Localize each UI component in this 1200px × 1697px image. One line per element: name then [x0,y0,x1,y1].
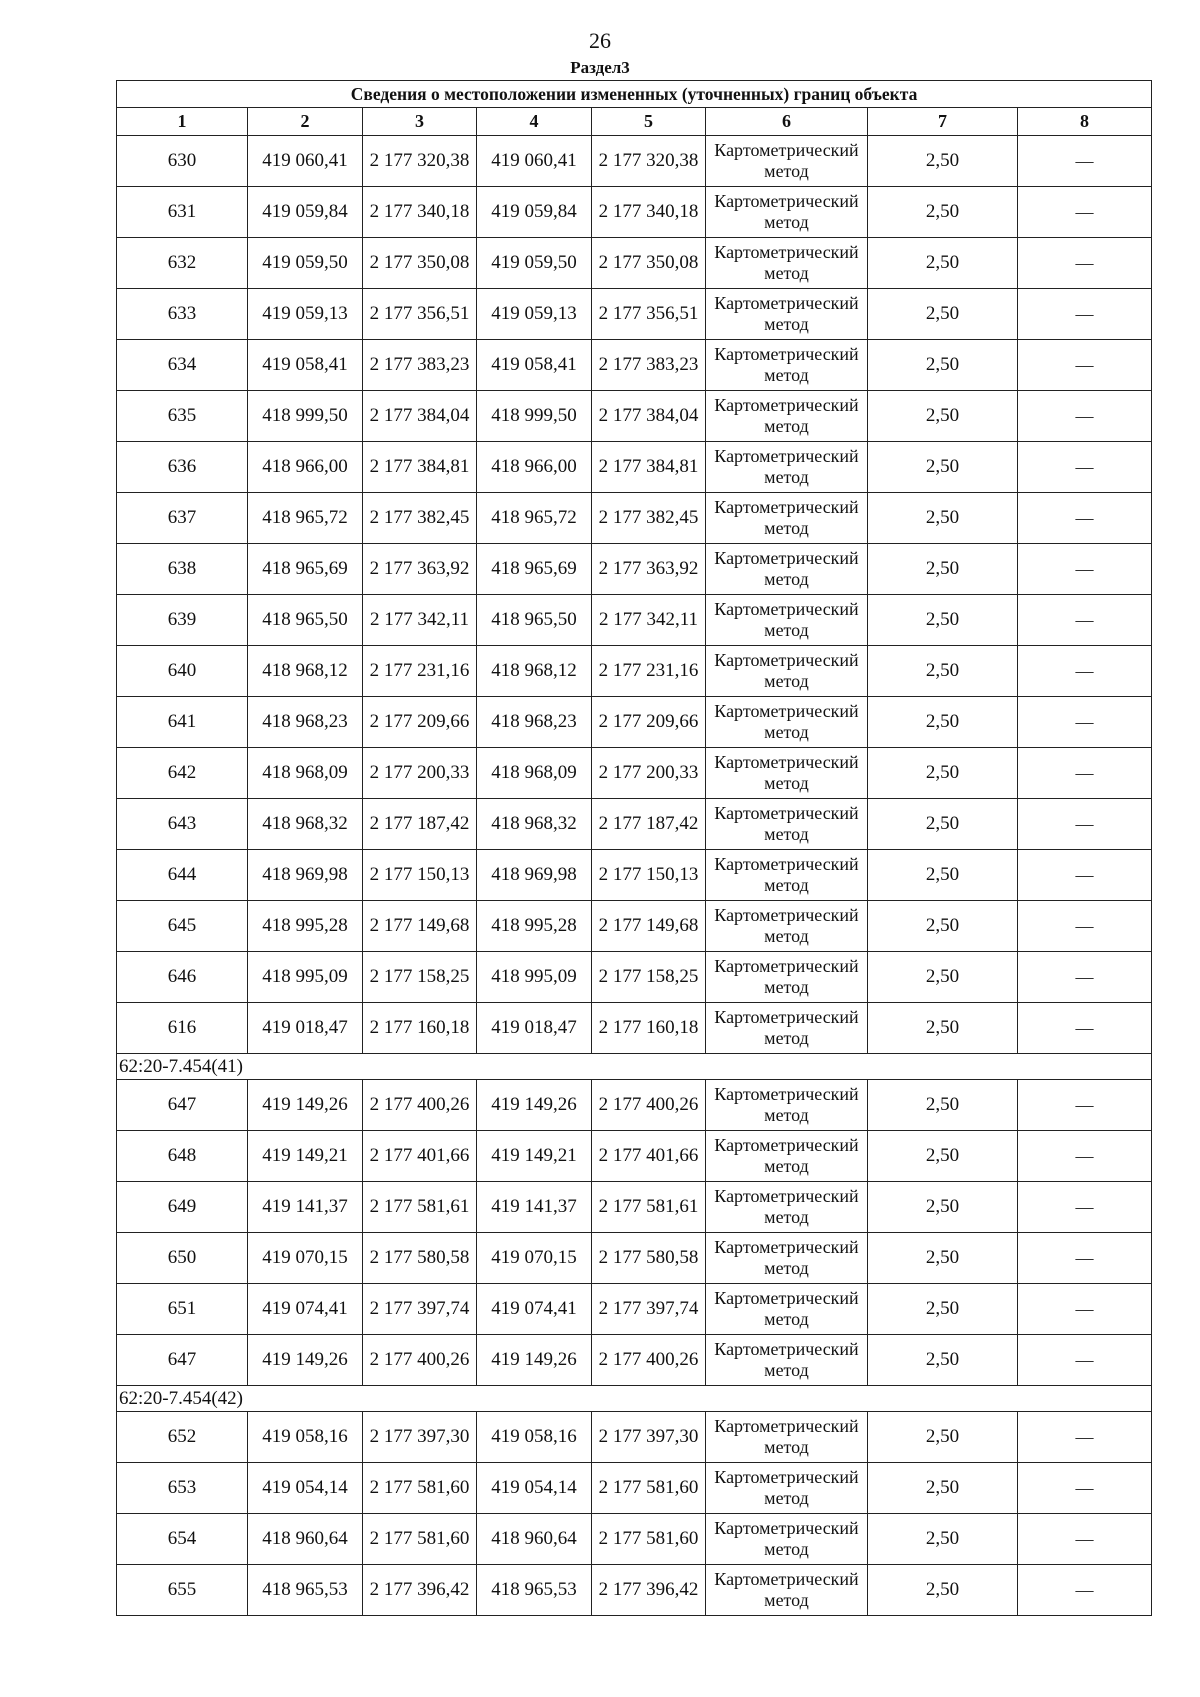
method-cell: Картометрический метод [706,544,868,595]
y-refined-cell: 2 177 401,66 [592,1131,706,1182]
description-cell: — [1018,1514,1152,1565]
table-row [117,136,1152,187]
x-existing-cell: 418 968,32 [248,799,363,850]
description-cell: — [1018,952,1152,1003]
table-row [117,1233,1152,1284]
description-cell: — [1018,850,1152,901]
point-number-cell: 640 [117,646,248,697]
x-refined-cell: 418 965,53 [477,1565,592,1616]
description-cell: — [1018,748,1152,799]
y-existing-cell: 2 177 397,74 [363,1284,477,1335]
x-existing-cell: 418 960,64 [248,1514,363,1565]
x-refined-cell: 418 995,28 [477,901,592,952]
x-existing-cell: 419 054,14 [248,1463,363,1514]
accuracy-cell: 2,50 [868,850,1018,901]
y-refined-cell: 2 177 397,74 [592,1284,706,1335]
column-header: 6 [706,108,868,136]
y-refined-cell: 2 177 356,51 [592,289,706,340]
method-cell: Картометрический метод [706,238,868,289]
y-refined-cell: 2 177 382,45 [592,493,706,544]
description-cell: — [1018,1131,1152,1182]
accuracy-cell: 2,50 [868,544,1018,595]
section-title: Раздел3 [570,58,630,77]
accuracy-cell: 2,50 [868,1182,1018,1233]
description-cell: — [1018,544,1152,595]
table-row [117,493,1152,544]
accuracy-cell: 2,50 [868,901,1018,952]
accuracy-cell: 2,50 [868,391,1018,442]
y-refined-cell: 2 177 363,92 [592,544,706,595]
table-row [117,646,1152,697]
y-existing-cell: 2 177 400,26 [363,1080,477,1131]
accuracy-cell: 2,50 [868,799,1018,850]
x-existing-cell: 419 058,41 [248,340,363,391]
table-row [117,1003,1152,1054]
x-refined-cell: 418 999,50 [477,391,592,442]
method-cell: Картометрический метод [706,595,868,646]
y-refined-cell: 2 177 158,25 [592,952,706,1003]
x-existing-cell: 419 060,41 [248,136,363,187]
y-existing-cell: 2 177 340,18 [363,187,477,238]
x-existing-cell: 419 018,47 [248,1003,363,1054]
y-existing-cell: 2 177 401,66 [363,1131,477,1182]
description-cell: — [1018,1412,1152,1463]
x-existing-cell: 418 965,53 [248,1565,363,1616]
y-existing-cell: 2 177 383,23 [363,340,477,391]
table-row [117,850,1152,901]
y-existing-cell: 2 177 187,42 [363,799,477,850]
x-refined-cell: 419 059,84 [477,187,592,238]
y-existing-cell: 2 177 400,26 [363,1335,477,1386]
column-header: 8 [1018,108,1152,136]
point-number-cell: 616 [117,1003,248,1054]
accuracy-cell: 2,50 [868,748,1018,799]
point-number-cell: 653 [117,1463,248,1514]
y-refined-cell: 2 177 581,60 [592,1514,706,1565]
description-cell: — [1018,493,1152,544]
x-existing-cell: 419 074,41 [248,1284,363,1335]
y-refined-cell: 2 177 400,26 [592,1335,706,1386]
x-refined-cell: 419 059,13 [477,289,592,340]
accuracy-cell: 2,50 [868,238,1018,289]
point-number-cell: 642 [117,748,248,799]
description-cell: — [1018,340,1152,391]
method-cell: Картометрический метод [706,1335,868,1386]
y-existing-cell: 2 177 384,81 [363,442,477,493]
x-refined-cell: 419 074,41 [477,1284,592,1335]
y-refined-cell: 2 177 149,68 [592,901,706,952]
method-cell: Картометрический метод [706,1565,868,1616]
method-cell: Картометрический метод [706,1003,868,1054]
point-number-cell: 636 [117,442,248,493]
point-number-cell: 647 [117,1080,248,1131]
y-refined-cell: 2 177 350,08 [592,238,706,289]
accuracy-cell: 2,50 [868,340,1018,391]
group-label-row [117,1386,1152,1412]
table-row [117,1131,1152,1182]
x-refined-cell: 419 070,15 [477,1233,592,1284]
description-cell: — [1018,1335,1152,1386]
description-cell: — [1018,136,1152,187]
accuracy-cell: 2,50 [868,289,1018,340]
table-row [117,595,1152,646]
x-refined-cell: 418 968,09 [477,748,592,799]
point-number-cell: 644 [117,850,248,901]
description-cell: — [1018,901,1152,952]
x-existing-cell: 419 149,21 [248,1131,363,1182]
description-cell: — [1018,1080,1152,1131]
table-row [117,238,1152,289]
method-cell: Картометрический метод [706,1233,868,1284]
accuracy-cell: 2,50 [868,1412,1018,1463]
method-cell: Картометрический метод [706,289,868,340]
description-cell: — [1018,1003,1152,1054]
method-cell: Картометрический метод [706,748,868,799]
accuracy-cell: 2,50 [868,1003,1018,1054]
page-number: 26 [589,28,611,53]
y-refined-cell: 2 177 580,58 [592,1233,706,1284]
y-existing-cell: 2 177 209,66 [363,697,477,748]
x-existing-cell: 418 965,72 [248,493,363,544]
table-row [117,799,1152,850]
x-refined-cell: 419 141,37 [477,1182,592,1233]
y-existing-cell: 2 177 396,42 [363,1565,477,1616]
y-refined-cell: 2 177 209,66 [592,697,706,748]
point-number-cell: 637 [117,493,248,544]
y-existing-cell: 2 177 320,38 [363,136,477,187]
y-existing-cell: 2 177 581,60 [363,1514,477,1565]
method-cell: Картометрический метод [706,1182,868,1233]
x-existing-cell: 419 149,26 [248,1080,363,1131]
table-row [117,1514,1152,1565]
group-label-row [117,1054,1152,1080]
point-number-cell: 647 [117,1335,248,1386]
y-refined-cell: 2 177 231,16 [592,646,706,697]
description-cell: — [1018,238,1152,289]
y-refined-cell: 2 177 400,26 [592,1080,706,1131]
x-refined-cell: 418 968,12 [477,646,592,697]
group-label: 62:20-7.454(41) [117,1054,1152,1080]
point-number-cell: 641 [117,697,248,748]
x-refined-cell: 419 149,26 [477,1335,592,1386]
group-label: 62:20-7.454(42) [117,1386,1152,1412]
method-cell: Картометрический метод [706,1463,868,1514]
accuracy-cell: 2,50 [868,1131,1018,1182]
column-header: 3 [363,108,477,136]
y-existing-cell: 2 177 397,30 [363,1412,477,1463]
point-number-cell: 648 [117,1131,248,1182]
table-row [117,1284,1152,1335]
x-refined-cell: 418 968,32 [477,799,592,850]
x-existing-cell: 418 995,09 [248,952,363,1003]
point-number-cell: 655 [117,1565,248,1616]
table-row [117,544,1152,595]
y-refined-cell: 2 177 383,23 [592,340,706,391]
point-number-cell: 639 [117,595,248,646]
x-refined-cell: 418 995,09 [477,952,592,1003]
x-existing-cell: 418 995,28 [248,901,363,952]
table-row [117,1463,1152,1514]
description-cell: — [1018,1463,1152,1514]
method-cell: Картометрический метод [706,1412,868,1463]
y-refined-cell: 2 177 320,38 [592,136,706,187]
x-refined-cell: 418 966,00 [477,442,592,493]
accuracy-cell: 2,50 [868,1514,1018,1565]
y-refined-cell: 2 177 397,30 [592,1412,706,1463]
y-existing-cell: 2 177 581,61 [363,1182,477,1233]
x-refined-cell: 419 149,21 [477,1131,592,1182]
method-cell: Картометрический метод [706,340,868,391]
accuracy-cell: 2,50 [868,442,1018,493]
accuracy-cell: 2,50 [868,1080,1018,1131]
accuracy-cell: 2,50 [868,952,1018,1003]
method-cell: Картометрический метод [706,391,868,442]
x-refined-cell: 418 969,98 [477,850,592,901]
point-number-cell: 649 [117,1182,248,1233]
y-existing-cell: 2 177 363,92 [363,544,477,595]
description-cell: — [1018,1565,1152,1616]
table-row [117,187,1152,238]
y-existing-cell: 2 177 384,04 [363,391,477,442]
description-cell: — [1018,391,1152,442]
y-existing-cell: 2 177 581,60 [363,1463,477,1514]
y-existing-cell: 2 177 350,08 [363,238,477,289]
y-refined-cell: 2 177 384,81 [592,442,706,493]
accuracy-cell: 2,50 [868,1463,1018,1514]
table-row [117,748,1152,799]
method-cell: Картометрический метод [706,850,868,901]
table-body [117,81,1152,1616]
accuracy-cell: 2,50 [868,1284,1018,1335]
accuracy-cell: 2,50 [868,1335,1018,1386]
point-number-cell: 630 [117,136,248,187]
method-cell: Картометрический метод [706,1080,868,1131]
y-existing-cell: 2 177 580,58 [363,1233,477,1284]
y-refined-cell: 2 177 342,11 [592,595,706,646]
point-number-cell: 634 [117,340,248,391]
accuracy-cell: 2,50 [868,646,1018,697]
y-refined-cell: 2 177 150,13 [592,850,706,901]
accuracy-cell: 2,50 [868,1565,1018,1616]
table-row [117,1335,1152,1386]
x-existing-cell: 419 149,26 [248,1335,363,1386]
y-existing-cell: 2 177 231,16 [363,646,477,697]
y-existing-cell: 2 177 150,13 [363,850,477,901]
y-refined-cell: 2 177 581,60 [592,1463,706,1514]
x-refined-cell: 418 960,64 [477,1514,592,1565]
table-row [117,952,1152,1003]
x-refined-cell: 419 060,41 [477,136,592,187]
table-row [117,391,1152,442]
y-refined-cell: 2 177 581,61 [592,1182,706,1233]
method-cell: Картометрический метод [706,697,868,748]
y-existing-cell: 2 177 158,25 [363,952,477,1003]
description-cell: — [1018,1284,1152,1335]
table-row [117,1182,1152,1233]
y-refined-cell: 2 177 200,33 [592,748,706,799]
x-existing-cell: 419 058,16 [248,1412,363,1463]
x-existing-cell: 418 968,09 [248,748,363,799]
method-cell: Картометрический метод [706,493,868,544]
y-refined-cell: 2 177 187,42 [592,799,706,850]
description-cell: — [1018,289,1152,340]
y-existing-cell: 2 177 356,51 [363,289,477,340]
description-cell: — [1018,646,1152,697]
method-cell: Картометрический метод [706,187,868,238]
table-caption-row [117,81,1152,108]
x-refined-cell: 419 149,26 [477,1080,592,1131]
method-cell: Картометрический метод [706,442,868,493]
method-cell: Картометрический метод [706,136,868,187]
y-refined-cell: 2 177 396,42 [592,1565,706,1616]
x-refined-cell: 419 058,16 [477,1412,592,1463]
x-existing-cell: 418 965,69 [248,544,363,595]
point-number-cell: 645 [117,901,248,952]
x-existing-cell: 418 966,00 [248,442,363,493]
accuracy-cell: 2,50 [868,595,1018,646]
x-existing-cell: 419 059,50 [248,238,363,289]
method-cell: Картометрический метод [706,799,868,850]
accuracy-cell: 2,50 [868,187,1018,238]
x-refined-cell: 418 965,69 [477,544,592,595]
x-existing-cell: 419 059,84 [248,187,363,238]
method-cell: Картометрический метод [706,952,868,1003]
column-header: 2 [248,108,363,136]
table-row [117,289,1152,340]
accuracy-cell: 2,50 [868,136,1018,187]
description-cell: — [1018,442,1152,493]
description-cell: — [1018,697,1152,748]
point-number-cell: 650 [117,1233,248,1284]
method-cell: Картометрический метод [706,901,868,952]
x-existing-cell: 419 059,13 [248,289,363,340]
method-cell: Картометрический метод [706,1514,868,1565]
x-refined-cell: 418 965,72 [477,493,592,544]
table-row [117,1565,1152,1616]
point-number-cell: 652 [117,1412,248,1463]
x-refined-cell: 418 965,50 [477,595,592,646]
y-existing-cell: 2 177 149,68 [363,901,477,952]
y-existing-cell: 2 177 200,33 [363,748,477,799]
x-existing-cell: 418 968,23 [248,697,363,748]
y-existing-cell: 2 177 342,11 [363,595,477,646]
accuracy-cell: 2,50 [868,697,1018,748]
y-existing-cell: 2 177 160,18 [363,1003,477,1054]
description-cell: — [1018,799,1152,850]
column-header-row [117,108,1152,136]
column-header: 1 [117,108,248,136]
accuracy-cell: 2,50 [868,493,1018,544]
method-cell: Картометрический метод [706,1131,868,1182]
description-cell: — [1018,1233,1152,1284]
y-refined-cell: 2 177 340,18 [592,187,706,238]
x-existing-cell: 418 968,12 [248,646,363,697]
point-number-cell: 633 [117,289,248,340]
description-cell: — [1018,187,1152,238]
description-cell: — [1018,595,1152,646]
x-existing-cell: 418 969,98 [248,850,363,901]
table-row [117,442,1152,493]
x-refined-cell: 419 058,41 [477,340,592,391]
column-header: 5 [592,108,706,136]
x-refined-cell: 418 968,23 [477,697,592,748]
x-existing-cell: 419 070,15 [248,1233,363,1284]
table-row [117,901,1152,952]
x-existing-cell: 418 965,50 [248,595,363,646]
point-number-cell: 654 [117,1514,248,1565]
column-header: 7 [868,108,1018,136]
point-number-cell: 643 [117,799,248,850]
x-refined-cell: 419 054,14 [477,1463,592,1514]
x-refined-cell: 419 018,47 [477,1003,592,1054]
column-header: 4 [477,108,592,136]
y-refined-cell: 2 177 384,04 [592,391,706,442]
description-cell: — [1018,1182,1152,1233]
x-existing-cell: 418 999,50 [248,391,363,442]
table-row [117,340,1152,391]
point-number-cell: 651 [117,1284,248,1335]
accuracy-cell: 2,50 [868,1233,1018,1284]
point-number-cell: 646 [117,952,248,1003]
x-refined-cell: 419 059,50 [477,238,592,289]
point-number-cell: 632 [117,238,248,289]
point-number-cell: 638 [117,544,248,595]
x-existing-cell: 419 141,37 [248,1182,363,1233]
y-refined-cell: 2 177 160,18 [592,1003,706,1054]
method-cell: Картометрический метод [706,1284,868,1335]
table-row [117,1080,1152,1131]
method-cell: Картометрический метод [706,646,868,697]
point-number-cell: 631 [117,187,248,238]
coordinates-table [116,80,1152,1616]
table-row [117,697,1152,748]
point-number-cell: 635 [117,391,248,442]
table-caption: Сведения о местоположении измененных (уточненных) границ объекта [117,81,1152,108]
table-row [117,1412,1152,1463]
y-existing-cell: 2 177 382,45 [363,493,477,544]
